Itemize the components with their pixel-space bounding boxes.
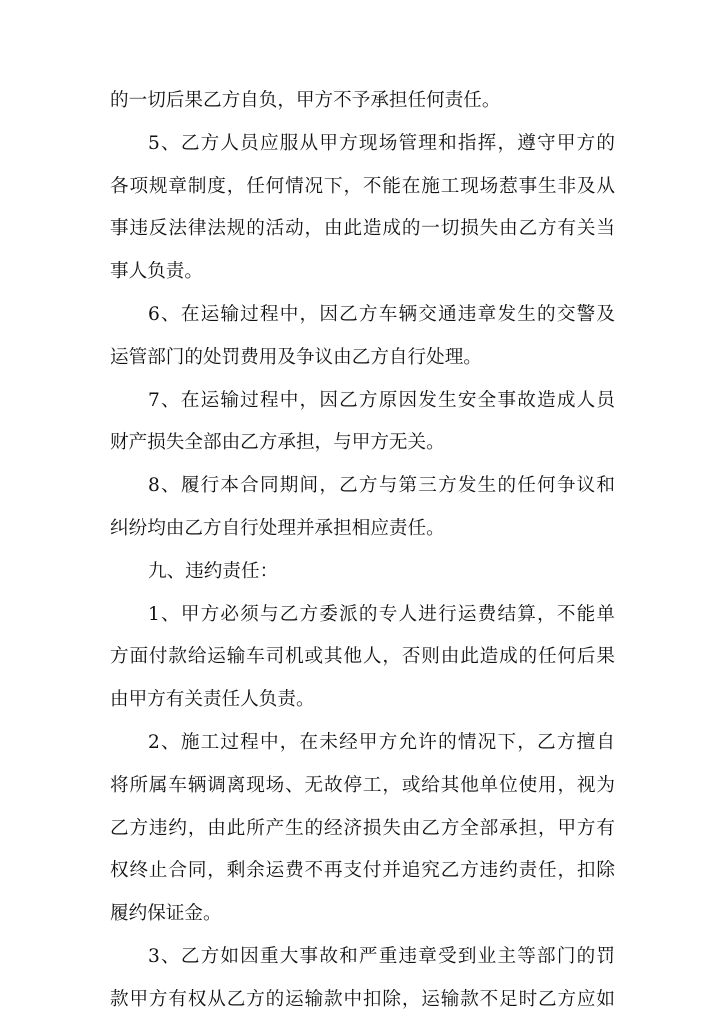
clause-8-line-2: 纠纷均由乙方自行处理并承担相应责任。 xyxy=(110,518,445,539)
breach-2-line-1: 2、施工过程中，在未经甲方允许的情况下，乙方擅自 xyxy=(148,732,615,753)
clause-7-line-2: 财产损失全部由乙方承担，与甲方无关。 xyxy=(110,432,445,453)
breach-1-line-1: 1、甲方必须与乙方委派的专人进行运费结算，不能单 xyxy=(148,604,615,625)
breach-1-line-3: 由甲方有关责任人负责。 xyxy=(110,689,315,710)
breach-2-line-4: 权终止合同，剩余运费不再支付并追究乙方违约责任，扣除 xyxy=(110,860,615,881)
breach-2-line-5: 履约保证金。 xyxy=(110,903,222,924)
breach-2-line-2: 将所属车辆调离现场、无故停工，或给其他单位使用，视为 xyxy=(110,775,615,796)
clause-5-line-3: 事违反法律法规的活动，由此造成的一切损失由乙方有关当 xyxy=(110,218,615,239)
section-heading: 九、违约责任： xyxy=(148,561,279,582)
clause-8-line-1: 8、履行本合同期间，乙方与第三方发生的任何争议和 xyxy=(148,475,615,496)
clause-7-line-1: 7、在运输过程中，因乙方原因发生安全事故造成人员 xyxy=(148,390,615,411)
breach-3-line-1: 3、乙方如因重大事故和严重违章受到业主等部门的罚 xyxy=(148,946,615,967)
clause-5-line-1: 5、乙方人员应服从甲方现场管理和指挥，遵守甲方的 xyxy=(148,133,615,154)
clause-6-line-1: 6、在运输过程中，因乙方车辆交通违章发生的交警及 xyxy=(148,304,615,325)
document-line: 的一切后果乙方自负，甲方不予承担任何责任。 xyxy=(110,90,501,111)
clause-5-line-4: 事人负责。 xyxy=(110,261,203,282)
clause-5-line-2: 各项规章制度，任何情况下，不能在施工现场惹事生非及从 xyxy=(110,176,615,197)
clause-6-line-2: 运管部门的处罚费用及争议由乙方自行处理。 xyxy=(110,347,482,368)
breach-3-line-2: 款甲方有权从乙方的运输款中扣除，运输款不足时乙方应如 xyxy=(110,989,615,1010)
breach-1-line-2: 方面付款给运输车司机或其他人，否则由此造成的任何后果 xyxy=(110,646,615,667)
breach-2-line-3: 乙方违约，由此所产生的经济损失由乙方全部承担，甲方有 xyxy=(110,818,615,839)
